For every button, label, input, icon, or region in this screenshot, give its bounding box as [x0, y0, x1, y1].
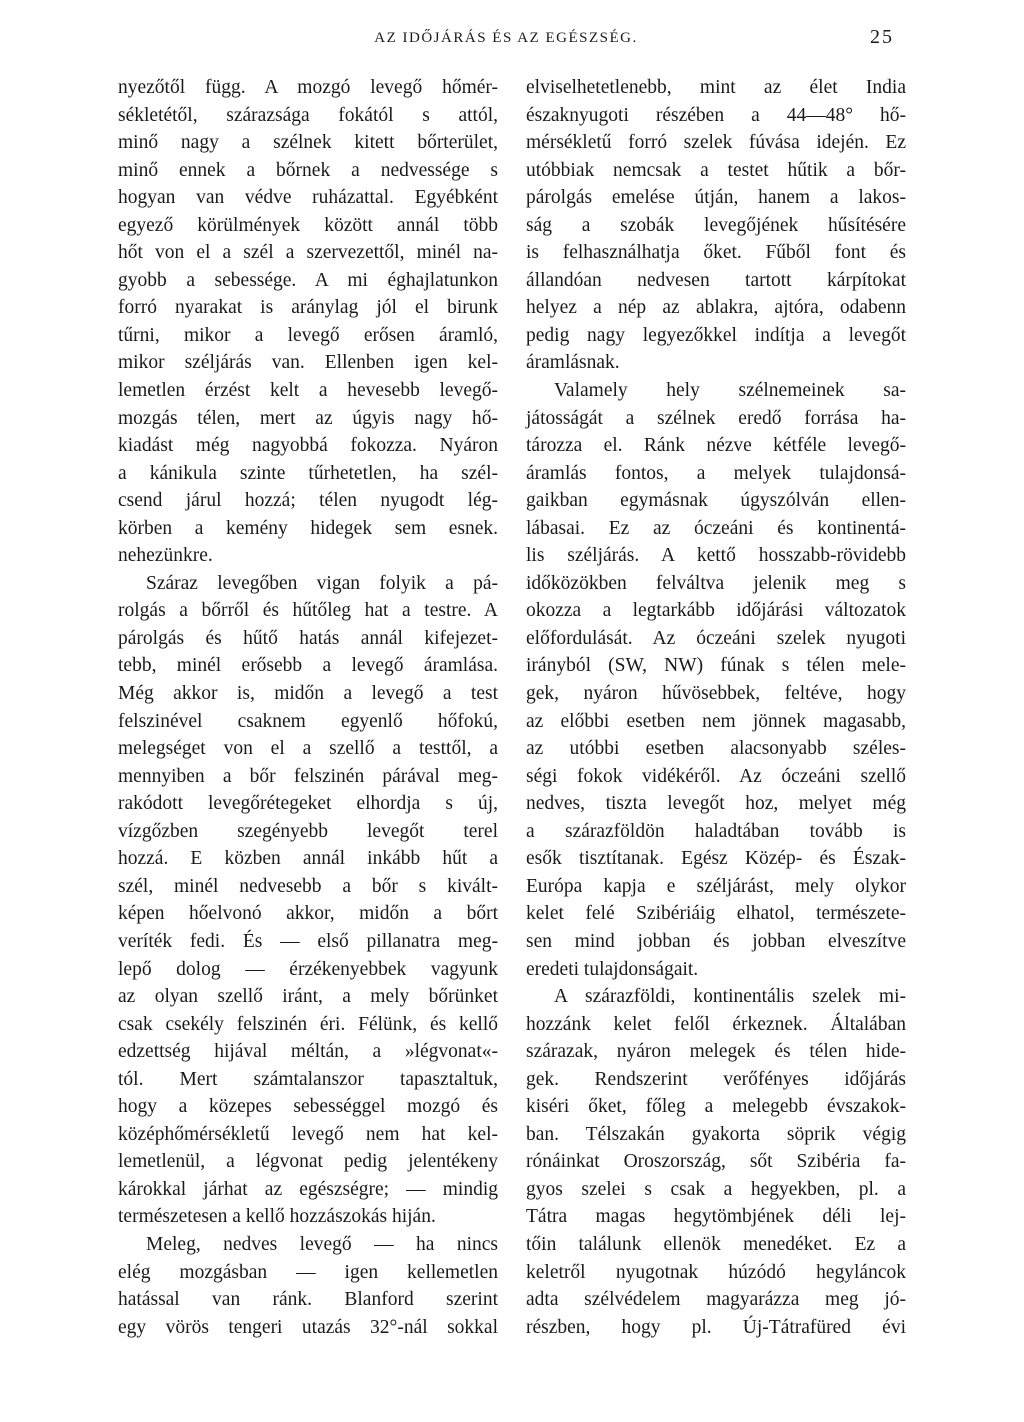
right-column	[526, 74, 906, 1341]
text-line: veríték fedi. És — első pillanatra meg-	[118, 930, 498, 952]
text-line: melegséget von el a szellő a testtől, a	[118, 738, 498, 760]
text-line: mikor széljárás van. Ellenben igen kel-	[118, 352, 498, 374]
text-line: elviselhetetlenebb, mint az élet India	[526, 77, 906, 98]
text-line: az előbbi esetben nem jönnek magasabb,	[526, 710, 906, 732]
page-header	[118, 24, 894, 54]
text-line: természetesen a kellő hozzászokás hiján.	[118, 1206, 436, 1228]
text-line: rolgás a bőrről és hűtőleg hat a testre. A	[118, 600, 498, 622]
text-line: rónáinkat Oroszország, sőt Szibéria fa-	[526, 1151, 906, 1173]
text-line: párolgás emelése útján, hanem a lakos-	[526, 187, 906, 209]
text-line: áramlás fontos, a melyek tulajdonsá-	[526, 462, 906, 484]
text-line: irányból (SW, NW) fúnak s télen mele-	[526, 655, 906, 677]
text-line: gyos szelei s csak a hegyekben, pl. a	[526, 1178, 906, 1200]
text-line: Valamely hely szélnemeinek sa-	[554, 380, 906, 402]
page-number: 25	[870, 26, 894, 48]
text-line: szél, minél nedvesebb a bőr s kivált-	[118, 875, 498, 897]
text-line: a kánikula szinte tűrhetetlen, ha szél-	[118, 462, 498, 484]
text-line: részben, hogy pl. Új-Tátrafüred évi	[526, 1316, 906, 1338]
text-line: körben a kemény hidegek sem esnek.	[118, 517, 498, 539]
text-line: tározza el. Ránk nézve kétféle levegő-	[526, 435, 906, 457]
text-line: esők tisztítanak. Egész Közép- és Észak-	[526, 848, 906, 870]
text-line: kelet felé Szibériáig elhatol, természete-	[526, 903, 906, 925]
text-line: sékletétől, szárazsága fokától s attól,	[118, 104, 498, 126]
text-line: hozzá. E közben annál inkább hűt a	[118, 848, 498, 870]
text-line: Európa kapja e széljárást, mely olykor	[526, 875, 906, 897]
text-line: vízgőzben szegényebb levegőt terel	[118, 820, 498, 842]
text-line: adta szélvédelem magyarázza meg jó-	[526, 1289, 906, 1311]
text-line: is felhasználhatja őket. Fűből font és	[526, 242, 906, 264]
text-line: középhőmérsékletű levegő nem hat kel-	[118, 1123, 498, 1145]
text-line: felszinével csaknem egyenlő hőfokú,	[118, 710, 498, 732]
text-line: lábasai. Ez az óczeáni és kontinentá-	[526, 517, 906, 539]
text-line: hőt von el a szél a szervezettől, minél na-	[118, 242, 498, 264]
text-line: kiadást még nagyobbá fokozza. Nyáron	[118, 435, 498, 457]
text-line: mennyiben a bőr felszinén párával meg-	[118, 765, 498, 787]
text-line: hatással van ránk. Blanford szerint	[118, 1289, 498, 1311]
text-line: nedves, tiszta levegőt hoz, melyet még	[526, 793, 906, 815]
text-line: csend járul hozzá; télen nyugodt lég-	[118, 490, 498, 512]
text-line: gek, nyáron hűvösebbek, feltéve, hogy	[526, 683, 906, 705]
text-line: forró nyarakat is aránylag jól el birunk	[118, 297, 498, 319]
text-line: tól. Mert számtalanszor tapasztaltuk,	[118, 1068, 498, 1090]
text-line: Meleg, nedves levegő — ha nincs	[146, 1233, 498, 1255]
text-line: állandóan nedvesen tartott kárpítokat	[526, 269, 906, 291]
text-line: északnyugoti részében a 44—48° hő-	[526, 104, 906, 126]
text-line: rakódott levegőrétegeket elhordja s új,	[118, 793, 498, 815]
text-line: A szárazföldi, kontinentális szelek mi-	[554, 986, 906, 1008]
text-line: csak csekély felszinén éri. Félünk, és kellő	[118, 1013, 498, 1035]
text-line: egyező körülmények között annál több	[118, 214, 498, 236]
text-line: tőin találunk ellenök menedéket. Ez a	[526, 1233, 906, 1255]
text-line: áramlásnak.	[526, 352, 620, 374]
text-line: az olyan szellő iránt, a mely bőrünket	[118, 986, 498, 1008]
text-line: kiséri őket, főleg a melegebb évszakok-	[526, 1096, 906, 1118]
text-line: szárazak, nyáron melegek és télen hide-	[526, 1041, 906, 1063]
text-line: lis széljárás. A kettő hosszabb-rövidebb	[526, 545, 906, 567]
text-line: lepő dolog — érzékenyebbek vagyunk	[118, 958, 498, 980]
running-title: AZ IDŐJÁRÁS ÉS AZ EGÉSZSÉG.	[374, 30, 638, 46]
left-column	[118, 74, 498, 1341]
text-line: előfordulását. Az óczeáni szelek nyugoti	[526, 627, 906, 649]
text-line: gyobb a sebessége. A mi éghajlatunkon	[118, 269, 498, 291]
text-line: képen hőelvonó akkor, midőn a bőrt	[118, 903, 498, 925]
text-line: Tátra magas hegytömbjének déli lej-	[526, 1206, 906, 1228]
text-line: minő nagy a szélnek kitett bőrterület,	[118, 132, 498, 154]
text-line: párolgás és hűtő hatás annál kifejezet-	[118, 627, 498, 649]
text-line: mérsékletű forró szelek fúvása idején. Ez	[526, 132, 906, 154]
text-line: egy vörös tengeri utazás 32°-nál sokkal	[118, 1316, 498, 1338]
text-line: gaikban egymásnak úgyszólván ellen-	[526, 490, 906, 512]
text-line: utóbbiak nemcsak a testet hűtik a bőr-	[526, 159, 906, 181]
text-line: helyez a nép az ablakra, ajtóra, odabenn	[526, 297, 906, 319]
text-line: hozzánk kelet felől érkeznek. Általában	[526, 1013, 906, 1035]
text-line: játosságát a szélnek eredő forrása ha-	[526, 407, 906, 429]
text-line: nyezőtől függ. A mozgó levegő hőmér-	[118, 77, 498, 98]
text-line: hogyan van védve ruházattal. Egyébként	[118, 187, 498, 209]
text-line: ségi fokok vidékéről. Az óczeáni szellő	[526, 765, 906, 787]
text-line: lemetlen érzést kelt a hevesebb levegő-	[118, 380, 498, 402]
text-line: károkkal járhat az egészségre; — mindig	[118, 1178, 498, 1200]
text-line: Száraz levegőben vigan folyik a pá-	[146, 572, 498, 594]
text-line: Még akkor is, midőn a levegő a test	[118, 683, 498, 705]
text-line: mozgás télen, mert az úgyis nagy hő-	[118, 407, 498, 429]
text-line: keletről nyugotnak húzódó hegyláncok	[526, 1261, 906, 1283]
text-line: ban. Télszakán gyakorta söprik végig	[526, 1123, 906, 1145]
text-line: elég mozgásban — igen kellemetlen	[118, 1261, 498, 1283]
text-line: lemetlenül, a légvonat pedig jelentékeny	[118, 1151, 498, 1173]
text-line: tűrni, mikor a levegő erősen áramló,	[118, 324, 498, 346]
text-line: minő ennek a bőrnek a nedvessége s	[118, 159, 498, 181]
text-line: gek. Rendszerint verőfényes időjárás	[526, 1068, 906, 1090]
text-line: okozza a legtarkább időjárási változatok	[526, 600, 906, 622]
text-line: sen mind jobban és jobban elveszítve	[526, 930, 906, 952]
text-line: hogy a közepes sebességgel mozgó és	[118, 1096, 498, 1118]
text-line: az utóbbi esetben alacsonyabb széles-	[526, 738, 906, 760]
text-line: pedig nagy legyezőkkel indítja a levegőt	[526, 324, 906, 346]
text-line: ság a szobák levegőjének hűsítésére	[526, 214, 906, 236]
text-line: tebb, minél erősebb a levegő áramlása.	[118, 655, 498, 677]
text-line: időközökben felváltva jelenik meg s	[526, 572, 906, 594]
text-line: edzettség hijával méltán, a »légvonat«-	[118, 1041, 498, 1063]
text-line: eredeti tulajdonságait.	[526, 958, 699, 980]
text-line: a szárazföldön haladtában tovább is	[526, 820, 906, 842]
text-line: nehezünkre.	[118, 545, 213, 567]
